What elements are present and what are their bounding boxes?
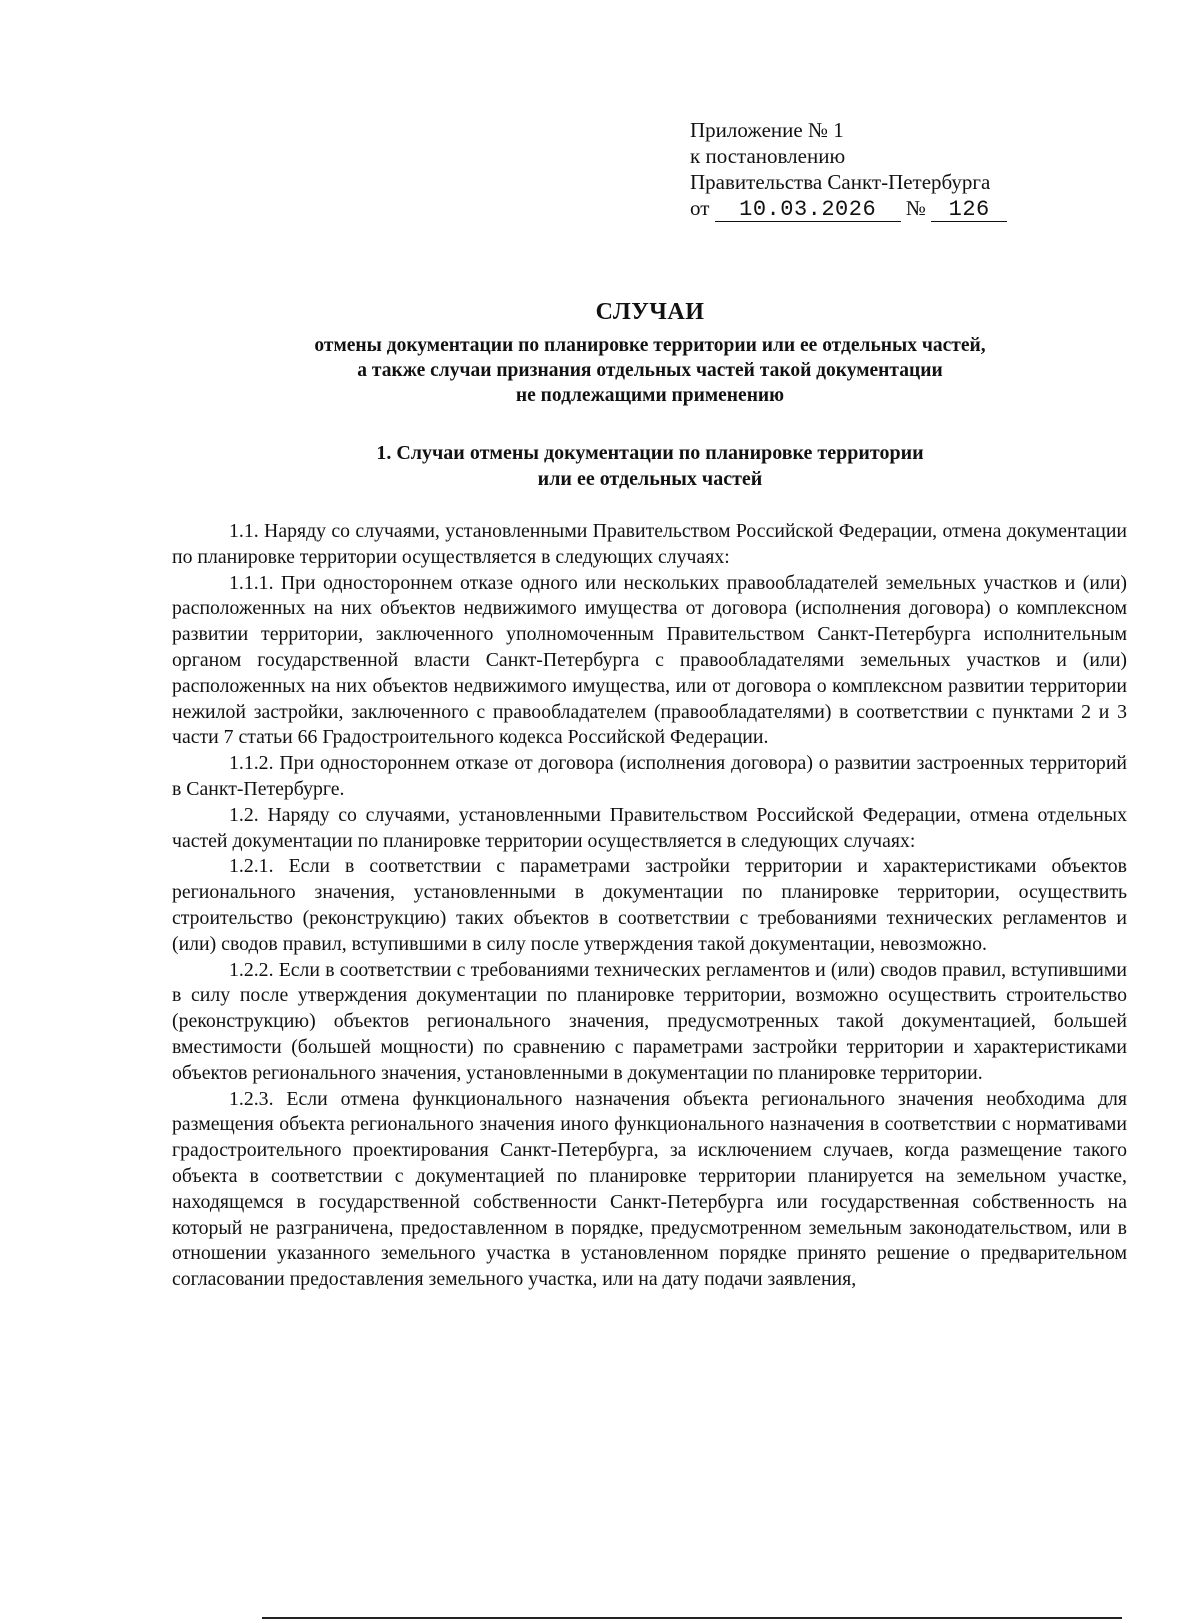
appendix-government-line: Правительства Санкт-Петербурга [690, 170, 991, 194]
appendix-resolution-line: к постановлению [690, 144, 846, 168]
paragraph-1-1: 1.1. Наряду со случаями, установленными Правительством Российской Федерации, отмена документации по планировке территории осуществляется в следующих случаях: [172, 520, 1127, 568]
paragraph-1-2-2: 1.2.2. Если в соответствии с требованиями технических регламентов и (или) сводов правил, вступившими в силу после утверждения документации по планировке территории, возможно осуществить строительство (реконструкцию) объектов регионального значения, предусмотренных такой документацией, большей вместимости (большей мощности) по сравнению с параметрами застройки территории и характеристиками объектов регионального значения, установленными в документации по планировке территории. [172, 958, 1127, 1084]
date-prefix: от [690, 196, 710, 220]
document-body [172, 519, 1127, 1293]
subtitle-line: не подлежащими применению [515, 385, 785, 406]
paragraph-1-2-1: 1.2.1. Если в соответствии с параметрами застройки территории и характеристиками объектов регионального значения, установленными в документации по планировке территории, осуществить строительство (реконструкцию) таких объектов в соответствии с требованиями технических регламентов и (или) сводов правил, вступившими в силу после утверждения такой документации, невозможно. [172, 855, 1127, 955]
paragraph-1-1-2: 1.1.2. При одностороннем отказе от договора (исполнения договора) о развитии застроенных территорий в Санкт-Петербурге. [172, 752, 1127, 800]
scan-edge-line [262, 1617, 1122, 1619]
section-heading-line: или ее отдельных частей [537, 468, 763, 490]
subtitle-line: а также случаи признания отдельных частей такой документации [357, 360, 943, 381]
section-heading-line: 1. Случаи отмены документации по планировке территории [376, 442, 924, 464]
paragraph-1-2: 1.2. Наряду со случаями, установленными Правительством Российской Федерации, отмена отдельных частей документации по планировке территории осуществляется в следующих случаях: [172, 803, 1127, 852]
resolution-date: 10.03.2026 [715, 199, 901, 222]
subtitle-line: отмены документации по планировке территории или ее отдельных частей, [314, 335, 986, 356]
document-subtitle [170, 333, 1130, 408]
appendix-title: Приложение № 1 [690, 118, 844, 142]
section-heading [170, 440, 1130, 492]
resolution-number: 126 [931, 199, 1007, 222]
document-title-block [170, 297, 1130, 408]
paragraph-1-1-1: 1.1.1. При одностороннем отказе одного или нескольких правообладателей земельных участков и (или) расположенных на них объектов недвижимого имущества от договора (исполнения договора) о комплексном развитии территории, заключенного уполномоченным Правительством Санкт-Петербурга исполнительным органом государственной власти Санкт-Петербурга с правообладателями земельных участков и (или) расположенных на них объектов недвижимого имущества, или от договора о комплексном развитии территории нежилой застройки, заключенного с правообладателем (правообладателями) в соответствии с пунктами 2 и 3 части 7 статьи 66 Градостроительного кодекса Российской Федерации. [172, 571, 1127, 749]
appendix-date-number-line [690, 195, 1007, 222]
document-title: СЛУЧАИ [595, 299, 705, 325]
number-prefix: № [905, 196, 926, 220]
paragraph-1-2-3: 1.2.3. Если отмена функционального назначения объекта регионального значения необходима для размещения объекта регионального значения иного функционального назначения в соответствии с нормативами градостроительного проектирования Санкт-Петербурга, за исключением случаев, когда размещение такого объекта в соответствии с документацией по планировке территории планируется на земельном участке, находящемся в государственной собственности Санкт-Петербурга или государственная собственность на который не разграничена, предоставленном в порядке, предусмотренном земельным законодательством, или в отношении указанного земельного участка в установленном порядке принято решение о предварительном согласовании предоставления земельного участка, или на дату подачи заявления, [172, 1087, 1127, 1291]
appendix-header [690, 117, 1007, 222]
